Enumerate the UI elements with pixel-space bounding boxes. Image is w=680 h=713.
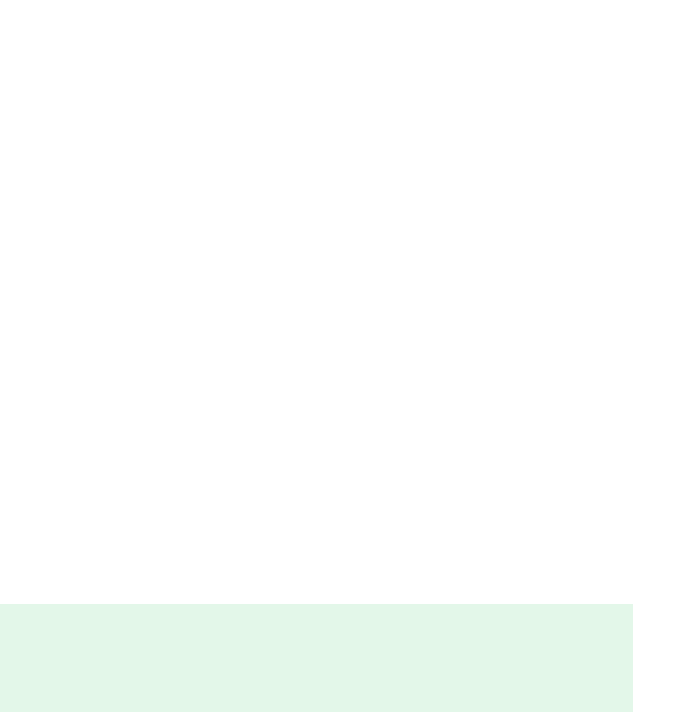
answer-box bbox=[0, 604, 633, 712]
